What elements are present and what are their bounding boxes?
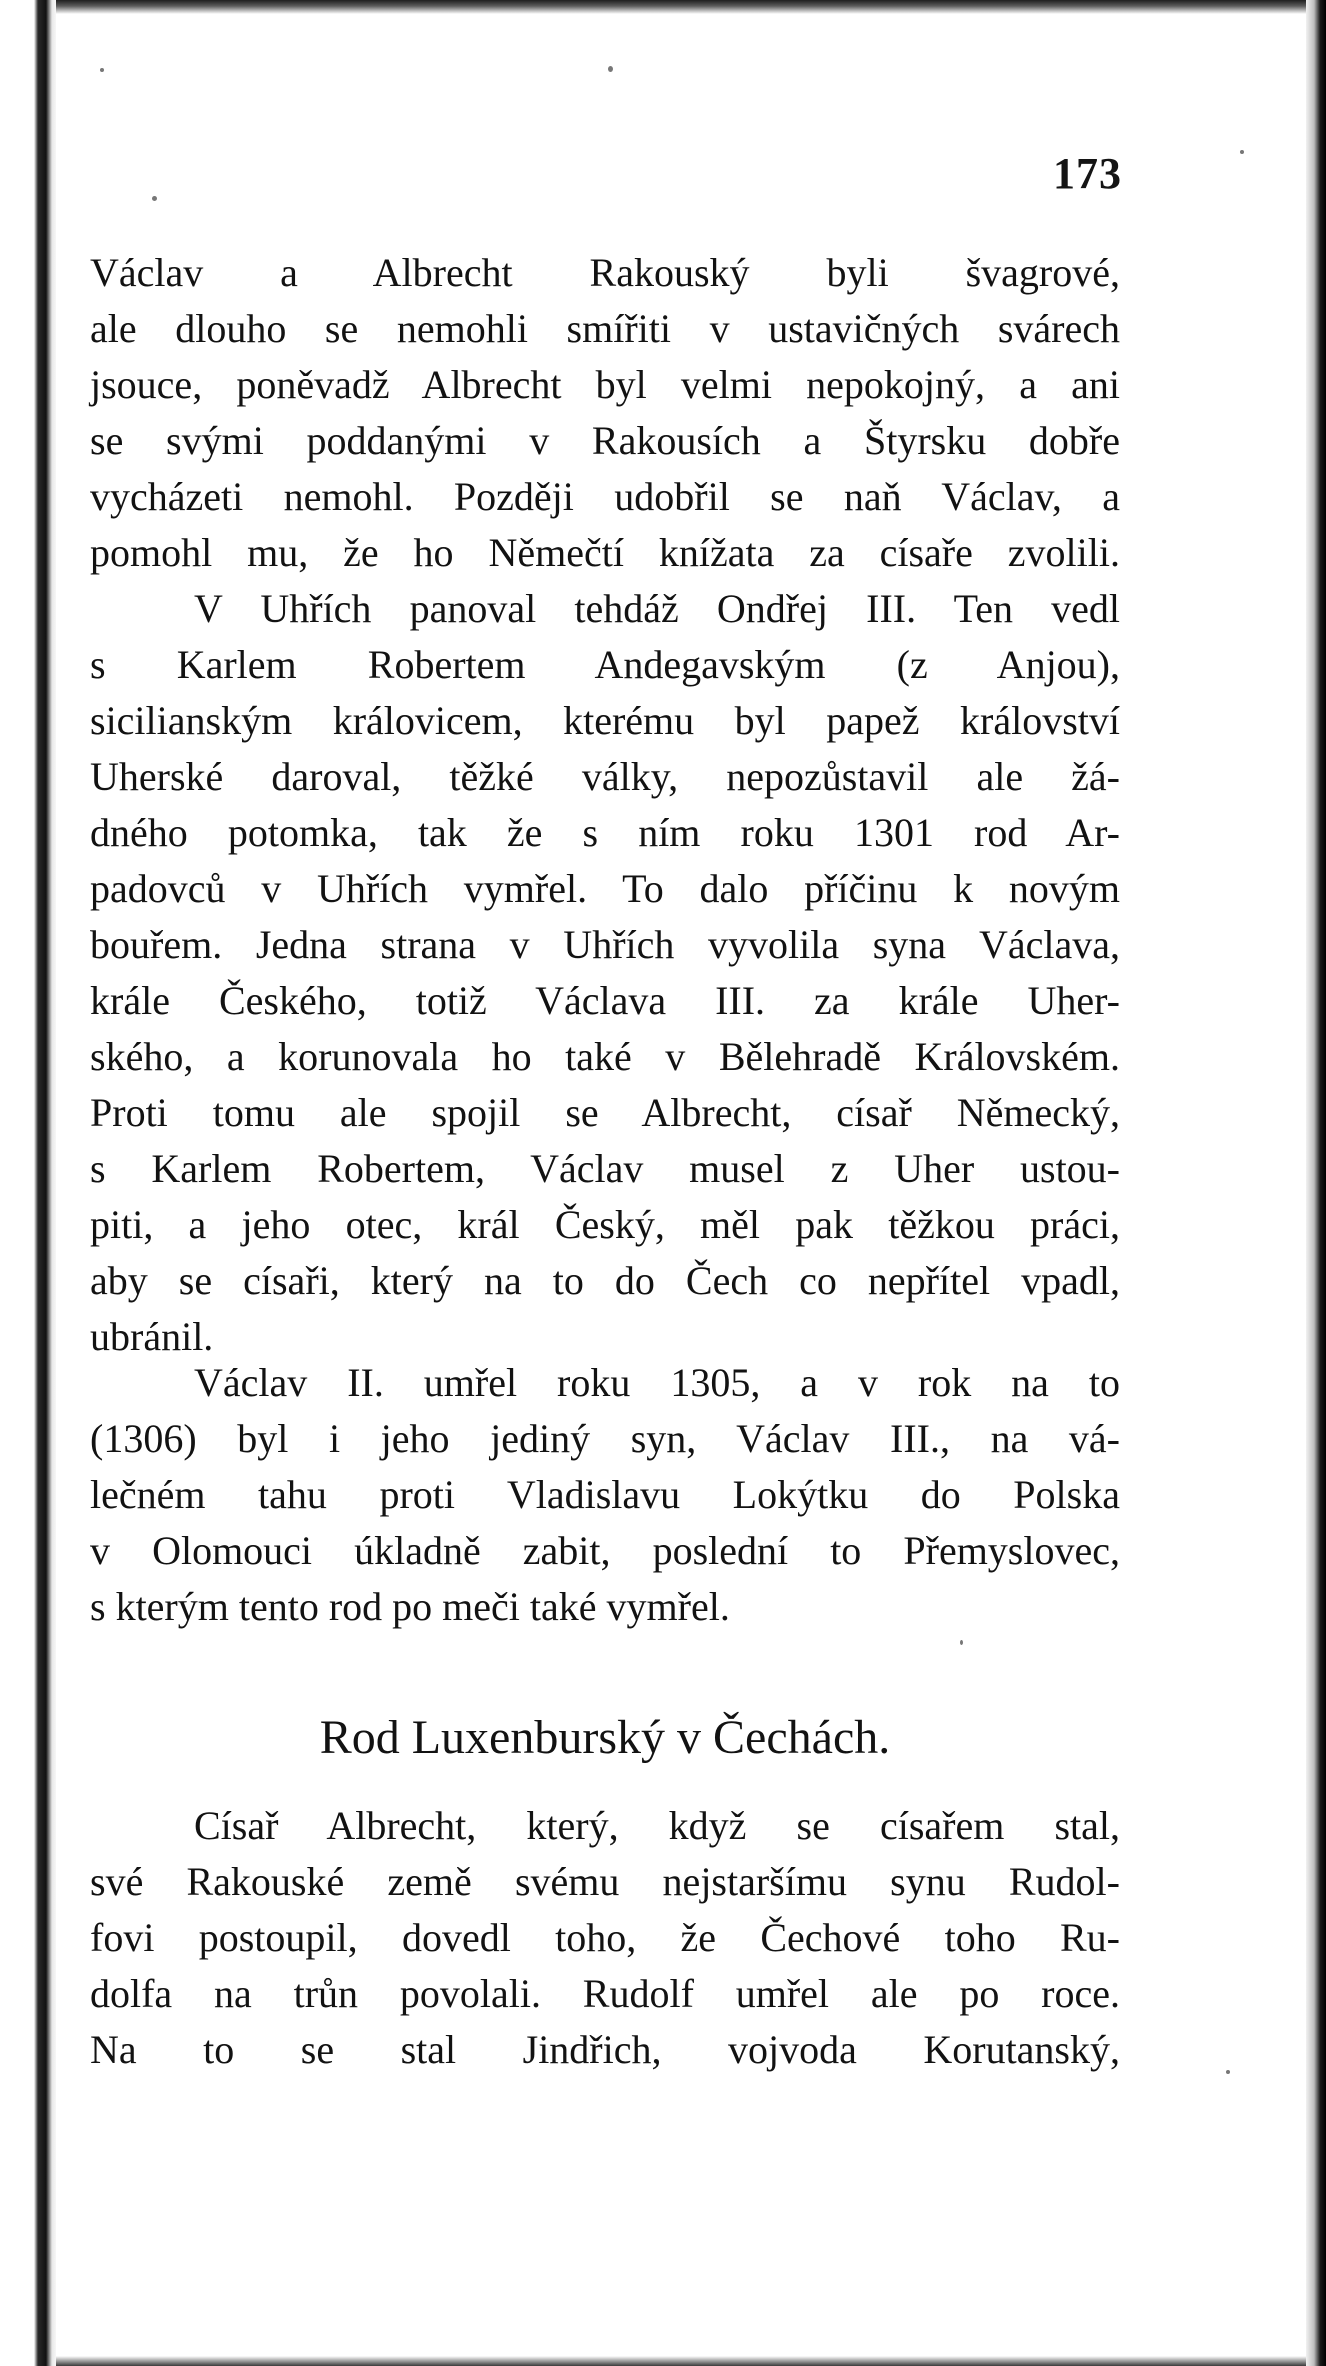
text-line: lečném tahu proti Vladislavu Lokýtku do Polska	[90, 1472, 1120, 1517]
left-page-edge	[0, 0, 56, 2366]
text-line: vycházeti nemohl. Později udobřil se naň Václav, a	[90, 474, 1120, 519]
text-line: Václav a Albrecht Rakouský byli švagrové,	[90, 250, 1120, 295]
text-line: fovi postoupil, dovedl toho, že Čechové toho Ru-	[90, 1915, 1120, 1960]
text-line: (1306) byl i jeho jediný syn, Václav III., na vá-	[90, 1416, 1120, 1461]
text-line: s Karlem Robertem, Václav musel z Uher ustou-	[90, 1146, 1120, 1191]
section-heading: Rod Luxenburský v Čechách.	[319, 1711, 891, 1764]
text-line: pomohl mu, že ho Němečtí knížata za císaře zvolili.	[90, 530, 1120, 575]
text-line: bouřem. Jedna strana v Uhřích vyvolila syna Václava,	[90, 922, 1120, 967]
paragraph-3	[90, 1355, 1120, 1635]
text-line: Na to se stal Jindřich, vojvoda Korutanský,	[90, 2027, 1120, 2072]
text-line: ubránil.	[90, 1314, 214, 1359]
text-line: krále Českého, totiž Václava III. za krále Uher-	[90, 978, 1120, 1023]
text-line: piti, a jeho otec, král Český, měl pak těžkou práci,	[90, 1202, 1120, 1247]
paper-speck	[100, 68, 104, 72]
text-line: Proti tomu ale spojil se Albrecht, císař Německý,	[90, 1090, 1120, 1135]
text-line: Císař Albrecht, který, když se císařem stal,	[194, 1803, 1120, 1848]
text-line: jsouce, poněvadž Albrecht byl velmi nepokojný, a ani	[90, 362, 1120, 407]
text-line: dolfa na trůn povolali. Rudolf umřel ale po roce.	[90, 1971, 1120, 2016]
paper-speck	[608, 66, 613, 72]
paper-speck	[960, 1640, 963, 1645]
text-line: ského, a korunovala ho také v Bělehradě Královském.	[90, 1034, 1120, 1079]
text-line: se svými poddanými v Rakousích a Štyrsku dobře	[90, 418, 1120, 463]
paragraph-4	[90, 1798, 1120, 2078]
text-line: sicilianským královicem, kterému byl papež království	[90, 698, 1120, 743]
text-line: ale dlouho se nemohli smířiti v ustavičných svárech	[90, 306, 1120, 351]
paper-speck	[1226, 2070, 1230, 2074]
text-line: v Olomouci úkladně zabit, poslední to Přemyslovec,	[90, 1528, 1120, 1573]
right-page-edge	[1306, 0, 1326, 2366]
paper-speck	[152, 196, 157, 201]
text-line: s Karlem Robertem Andegavským (z Anjou),	[90, 642, 1120, 687]
text-line: dného potomka, tak že s ním roku 1301 rod Ar-	[90, 810, 1120, 855]
text-line: V Uhřích panoval tehdáž Ondřej III. Ten vedl	[194, 586, 1120, 631]
text-line: své Rakouské země svému nejstaršímu synu Rudol-	[90, 1859, 1120, 1904]
text-line: s kterým tento rod po meči také vymřel.	[90, 1584, 730, 1629]
page-number: 173	[1053, 149, 1122, 198]
paragraph-1	[90, 245, 1120, 1365]
text-line: Václav II. umřel roku 1305, a v rok na to	[194, 1360, 1120, 1405]
text-line: aby se císaři, který na to do Čech co nepřítel vpadl,	[90, 1258, 1120, 1303]
bottom-page-edge	[56, 2356, 1306, 2366]
paper-speck	[1240, 150, 1244, 154]
text-line: padovců v Uhřích vymřel. To dalo příčinu k novým	[90, 866, 1120, 911]
text-line: Uherské daroval, těžké války, nepozůstavil ale žá-	[90, 754, 1120, 799]
top-page-edge	[56, 0, 1306, 14]
